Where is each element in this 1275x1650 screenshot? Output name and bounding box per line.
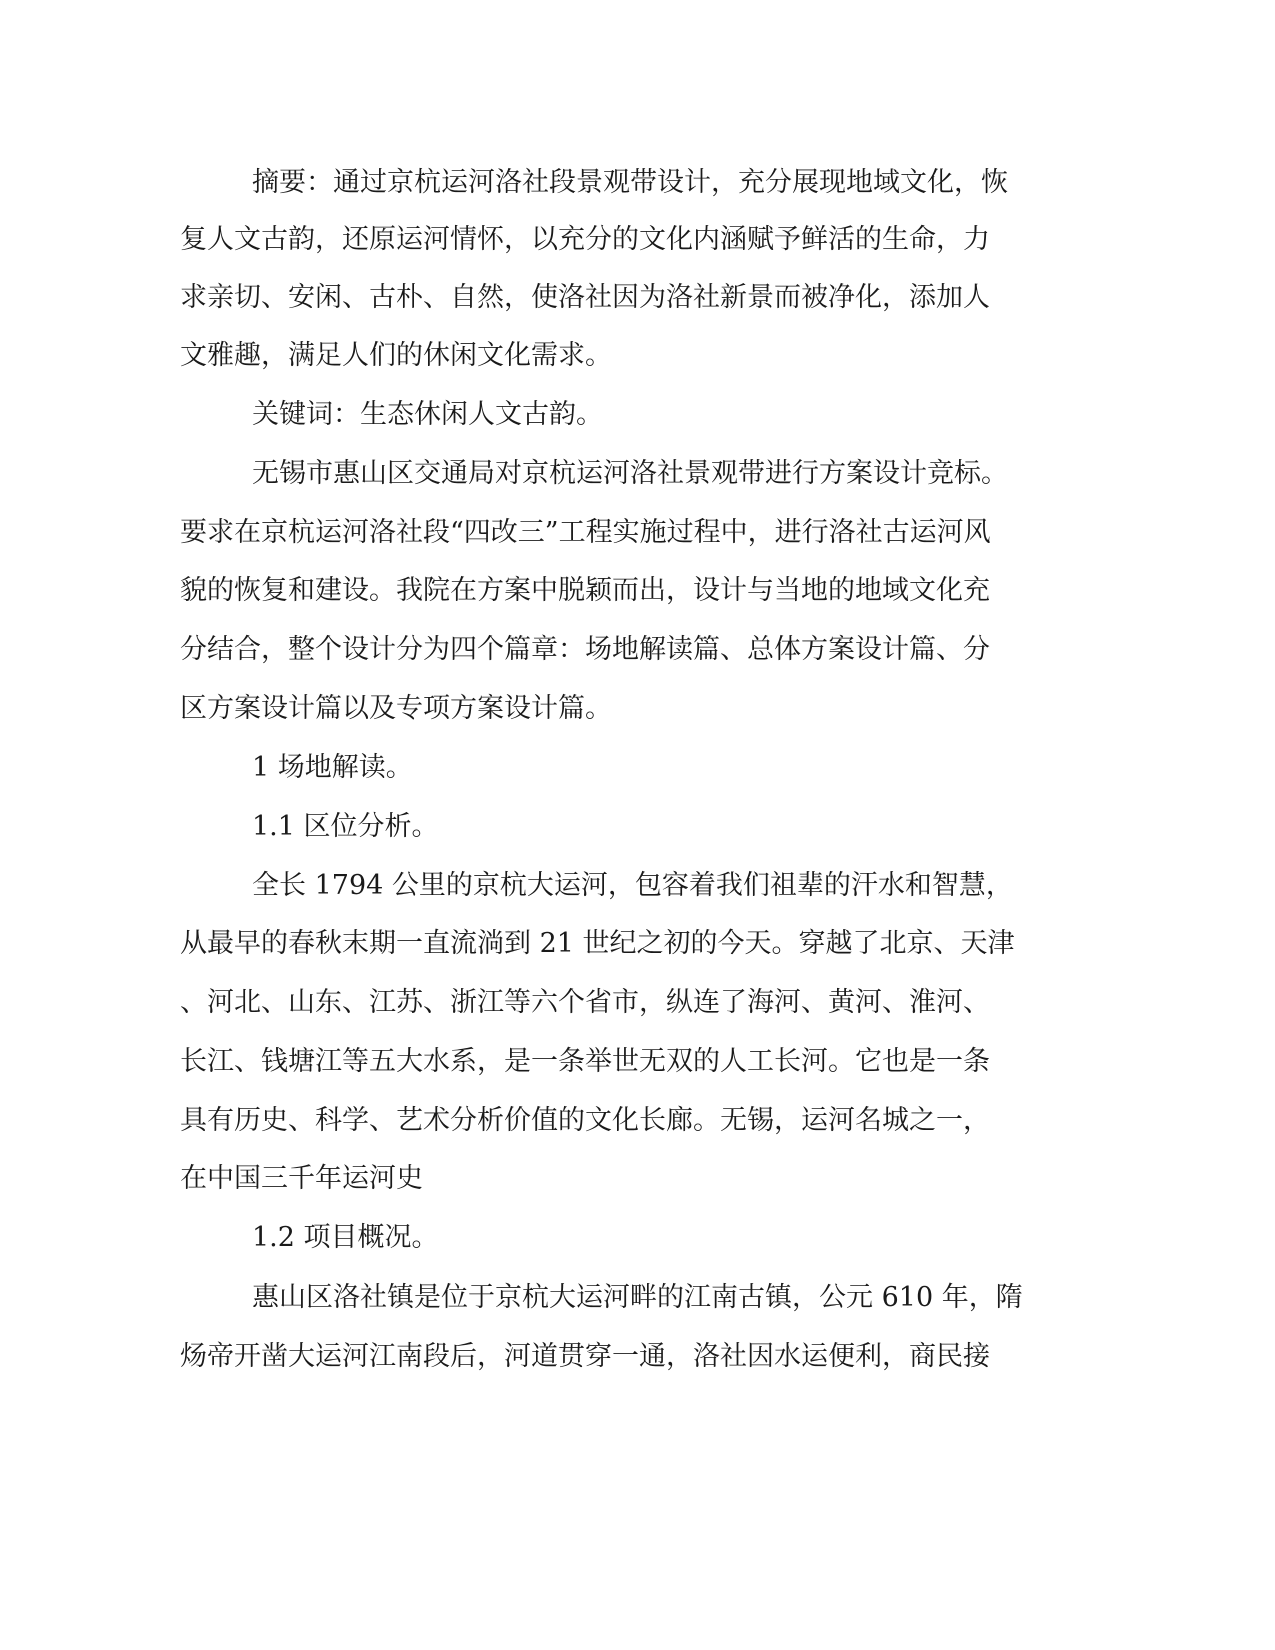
location-line-3: 、河北、山东、江苏、浙江等六个省市，纵连了海河、黄河、淮河、: [180, 987, 990, 1018]
overview-line-2: 炀帝开凿大运河江南段后，河道贯穿一通，洛社因水运便利，商民接: [180, 1341, 990, 1372]
intro-line-3: 貌的恢复和建设。我院在方案中脱颖而出，设计与当地的地域文化充: [180, 575, 990, 606]
abstract-line-2: 复人文古韵，还原运河情怀，以充分的文化内涵赋予鲜活的生命，力: [180, 224, 990, 255]
location-line-6: 在中国三千年运河史: [180, 1163, 423, 1194]
location-line-4: 长江、钱塘江等五大水系，是一条举世无双的人工长河。它也是一条: [180, 1046, 990, 1077]
section-heading-1: 1 场地解读。: [252, 752, 413, 783]
intro-line-1: 无锡市惠山区交通局对京杭运河洛社景观带进行方案设计竞标。: [252, 458, 1008, 489]
abstract-line-1: 摘要：通过京杭运河洛社段景观带设计，充分展现地域文化，恢: [252, 167, 1008, 198]
section-heading-1-1: 1.1 区位分析。: [252, 811, 439, 842]
intro-line-2: 要求在京杭运河洛社段“四改三”工程实施过程中，进行洛社古运河风: [180, 517, 991, 548]
intro-line-4: 分结合，整个设计分为四个篇章：场地解读篇、总体方案设计篇、分: [180, 634, 990, 665]
location-line-1: 全长 1794 公里的京杭大运河，包容着我们祖辈的汗水和智慧，: [252, 870, 1013, 901]
keywords-line: 关键词：生态休闲人文古韵。: [252, 399, 603, 430]
section-heading-1-2: 1.2 项目概况。: [252, 1222, 439, 1253]
abstract-line-3: 求亲切、安闲、古朴、自然，使洛社因为洛社新景而被净化，添加人: [180, 282, 990, 313]
intro-line-5: 区方案设计篇以及专项方案设计篇。: [180, 693, 612, 724]
abstract-line-4: 文雅趣，满足人们的休闲文化需求。: [180, 340, 612, 371]
location-line-2: 从最早的春秋末期一直流淌到 21 世纪之初的今天。穿越了北京、天津: [180, 928, 1015, 959]
overview-line-1: 惠山区洛社镇是位于京杭大运河畔的江南古镇，公元 610 年，隋: [252, 1282, 1023, 1313]
location-line-5: 具有历史、科学、艺术分析价值的文化长廊。无锡，运河名城之一，: [180, 1105, 990, 1136]
